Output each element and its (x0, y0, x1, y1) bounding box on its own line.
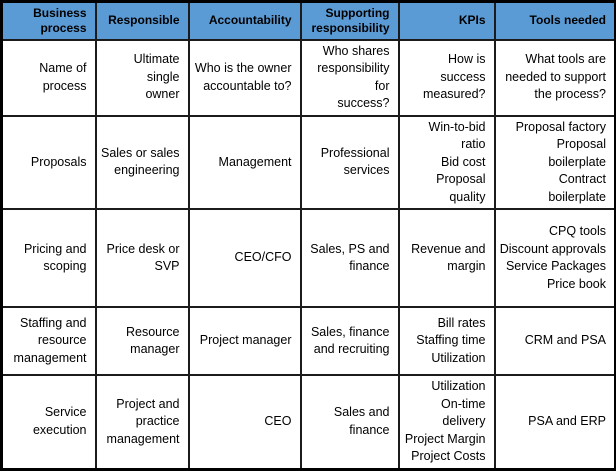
cell-line: execution (32, 422, 87, 437)
cell-line: Bid cost (441, 154, 486, 169)
cell-line: needed to support (505, 69, 606, 84)
cell-line: owner (145, 87, 180, 102)
cell-staffing-and-resource-management-tools-needed (495, 307, 616, 375)
cell-line: accountable to? (203, 78, 292, 93)
cell-line: management (13, 350, 87, 365)
table-row-proposals (2, 116, 616, 210)
cell-line: Pricing and (23, 241, 87, 256)
cell-line: Project Costs (411, 449, 486, 463)
cell-pricing-and-scoping-accountability (189, 209, 301, 307)
cell-line: Professional (320, 145, 390, 160)
cell-name-of-process-responsible (96, 40, 189, 116)
cell-line: What tools are (525, 52, 606, 67)
cell-line: Who shares (322, 43, 390, 58)
cell-line: responsibility (311, 20, 390, 35)
cell-line: practice (135, 414, 180, 428)
cell-proposals-responsible (96, 116, 189, 210)
cell-line: Price book (546, 276, 606, 291)
cell-line: Project and (116, 396, 180, 411)
cell-line: PSA and ERP (528, 414, 606, 428)
cell-line: measured? (422, 87, 486, 102)
cell-line: Utilization (431, 350, 486, 365)
cell-line: Price desk or (106, 241, 180, 256)
cell-line: manager (130, 342, 180, 356)
cell-line: services (343, 163, 390, 178)
cell-line: the process? (534, 87, 606, 102)
cell-service-execution-supporting-responsibility (301, 375, 399, 469)
cell-line: Tools needed (529, 13, 606, 28)
cell-staffing-and-resource-management-accountability (189, 307, 301, 375)
table-row-service-execution (2, 375, 616, 469)
cell-staffing-and-resource-management-business-process (2, 307, 96, 375)
table-row-staffing-and-resource-management (2, 307, 616, 375)
cell-proposals-kpis (399, 116, 495, 210)
header-cell-supporting-responsibility (301, 2, 399, 40)
cell-proposals-accountability (189, 116, 301, 210)
cell-line: SVP (154, 259, 180, 273)
cell-line: process (42, 78, 87, 93)
cell-line: CRM and PSA (524, 333, 606, 348)
cell-name-of-process-kpis (399, 40, 495, 116)
cell-line: process (40, 20, 87, 35)
cell-line: Staffing and (20, 315, 87, 330)
header-cell-accountability (189, 2, 301, 40)
cell-line: CPQ tools (549, 224, 606, 238)
cell-proposals-tools-needed (495, 116, 616, 210)
cell-line: On-time delivery (441, 396, 486, 428)
cell-name-of-process-business-process (2, 40, 96, 116)
cell-line: Proposals (30, 154, 87, 169)
cell-name-of-process-accountability (189, 40, 301, 116)
cell-line: margin (447, 259, 486, 273)
cell-line: Revenue and (411, 241, 486, 256)
cell-service-execution-tools-needed (495, 375, 616, 469)
cell-pricing-and-scoping-supporting-responsibility (301, 209, 399, 307)
cell-line: Service Packages (505, 259, 606, 273)
header-cell-kpis (399, 2, 495, 40)
cell-line: Utilization (431, 379, 486, 393)
cell-service-execution-accountability (189, 375, 301, 469)
cell-name-of-process-supporting-responsibility (301, 40, 399, 116)
cell-service-execution-business-process (2, 375, 96, 469)
cell-line: scoping (43, 259, 87, 273)
cell-line: Project Margin (404, 431, 486, 446)
table-header-row (2, 2, 616, 40)
header-cell-business-process (2, 2, 96, 40)
table-row-pricing-and-scoping (2, 209, 616, 307)
cell-line: Sales or sales (100, 145, 180, 160)
cell-pricing-and-scoping-business-process (2, 209, 96, 307)
cell-pricing-and-scoping-responsible (96, 209, 189, 307)
cell-line: Sales, finance (310, 324, 390, 339)
table-body (2, 40, 616, 470)
cell-line: How is success (440, 52, 486, 84)
cell-line: management (106, 431, 180, 446)
cell-line: Resource (126, 324, 180, 339)
cell-line: Service (44, 405, 87, 420)
cell-proposals-supporting-responsibility (301, 116, 399, 210)
cell-staffing-and-resource-management-responsible (96, 307, 189, 375)
cell-staffing-and-resource-management-kpis (399, 307, 495, 375)
cell-staffing-and-resource-management-supporting-responsibility (301, 307, 399, 375)
cell-line: Bill rates (437, 315, 486, 330)
cell-line: Business (33, 5, 87, 20)
cell-service-execution-kpis (399, 375, 495, 469)
cell-line: Discount approvals (499, 241, 606, 256)
cell-line: resource (37, 333, 87, 348)
cell-line: engineering (114, 163, 180, 178)
cell-line: Contract boilerplate (548, 172, 606, 204)
cell-line: Staffing time (416, 333, 486, 348)
cell-line: Proposal quality (436, 172, 486, 204)
header-cell-tools-needed (495, 2, 616, 40)
cell-line: Sales, PS and (310, 241, 390, 256)
cell-line: Win-to-bid ratio (428, 119, 486, 151)
cell-line: CEO (264, 414, 292, 428)
cell-line: Proposal factory (515, 119, 606, 134)
cell-line: CEO/CFO (234, 250, 292, 265)
cell-line: Management (218, 154, 292, 169)
cell-line: finance (349, 259, 390, 273)
cell-line: success? (337, 96, 390, 110)
cell-line: Proposal boilerplate (548, 137, 606, 169)
cell-line: Project manager (199, 333, 292, 348)
cell-pricing-and-scoping-kpis (399, 209, 495, 307)
cell-line: Name of (39, 61, 87, 75)
cell-service-execution-responsible (96, 375, 189, 469)
cell-name-of-process-tools-needed (495, 40, 616, 116)
table-row-name-of-process (2, 40, 616, 116)
cell-line: and recruiting (313, 342, 390, 356)
cell-line: KPIs (458, 13, 486, 28)
cell-proposals-business-process (2, 116, 96, 210)
cell-line: responsibility for (317, 61, 390, 93)
cell-line: Responsible (108, 13, 180, 28)
cell-line: Sales and (333, 405, 390, 420)
cell-pricing-and-scoping-tools-needed (495, 209, 616, 307)
cell-line: Supporting (325, 5, 390, 20)
cell-line: Who is the owner (194, 61, 292, 75)
header-row (2, 2, 616, 40)
cell-line: Ultimate single (133, 52, 180, 84)
cell-line: Accountability (208, 13, 292, 28)
cell-line: finance (349, 422, 390, 437)
header-cell-responsible (96, 2, 189, 40)
